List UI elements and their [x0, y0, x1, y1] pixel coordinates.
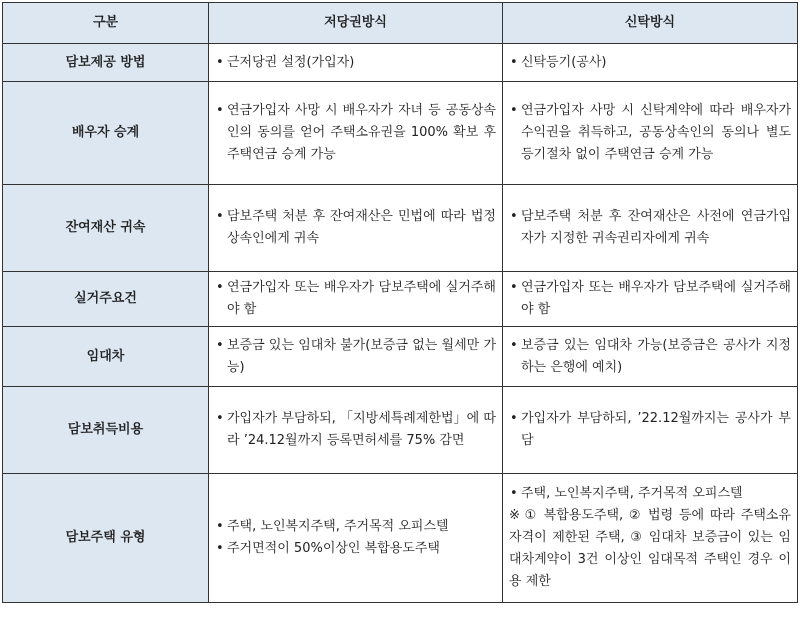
row-category: 담보제공 방법 [3, 44, 209, 82]
table-row [3, 474, 798, 603]
mortgage-cell [209, 387, 503, 474]
note-mark: ※ [509, 508, 522, 523]
row-category: 담보취득비용 [3, 387, 209, 474]
header-row [3, 3, 798, 44]
mortgage-cell [209, 185, 503, 272]
list-item: • 연금가입자 또는 배우자가 담보주택에 실거주해야 함 [215, 277, 496, 321]
list-item: • 신탁등기(공사) [509, 52, 791, 74]
header-category: 구분 [3, 3, 209, 44]
trust-cell [503, 82, 798, 185]
list-item: • 연금가입자 사망 시 신탁계약에 따라 배우자가 수익권을 취득하고, 공동상속인의 동의나 별도 등기절차 없이 주택연금 승계 가능 [509, 100, 791, 166]
table-row [3, 272, 798, 327]
trust-cell [503, 474, 798, 603]
list-item: • 주택, 노인복지주택, 주거목적 오피스텔 [215, 516, 496, 538]
row-category: 배우자 승계 [3, 82, 209, 185]
list-item: • 보증금 있는 임대차 가능(보증금은 공사가 지정하는 은행에 예치) [509, 335, 791, 379]
list-item: • 가입자가 부담하되, ’22.12월까지는 공사가 부담 [509, 408, 791, 452]
list-item: • 보증금 있는 임대차 불가(보증금 없는 월세만 가능) [215, 335, 496, 379]
table-row [3, 44, 798, 82]
list-item: • 근저당권 설정(가입자) [215, 52, 496, 74]
trust-cell [503, 272, 798, 327]
mortgage-cell [209, 272, 503, 327]
table-row [3, 185, 798, 272]
list-item: • 가입자가 부담하되, 「지방세특례제한법」에 따라 ’24.12월까지 등록면허세를 75% 감면 [215, 408, 496, 452]
row-category: 실거주요건 [3, 272, 209, 327]
header-trust: 신탁방식 [503, 3, 798, 44]
trust-cell [503, 387, 798, 474]
mortgage-cell [209, 327, 503, 387]
note-text: ① 복합용도주택, ② 법령 등에 따라 주택소유 자격이 제한된 주택, ③ 임대차 보증금이 있는 임대차계약이 3건 이상인 임대목적 주택인 경우 이용 제한 [509, 508, 791, 589]
table-row [3, 387, 798, 474]
trust-cell [503, 185, 798, 272]
table-row [3, 82, 798, 185]
trust-note [509, 505, 791, 593]
mortgage-cell [209, 82, 503, 185]
trust-cell [503, 44, 798, 82]
list-item: • 주거면적이 50%이상인 복합용도주택 [215, 538, 496, 560]
row-category: 임대차 [3, 327, 209, 387]
mortgage-cell [209, 44, 503, 82]
list-item: • 담보주택 처분 후 잔여재산은 사전에 연금가입자가 지정한 귀속권리자에게 귀속 [509, 206, 791, 250]
trust-cell [503, 327, 798, 387]
list-item: • 주택, 노인복지주택, 주거목적 오피스텔 [509, 483, 791, 505]
table-row [3, 327, 798, 387]
row-category: 담보주택 유형 [3, 474, 209, 603]
comparison-table [2, 2, 798, 603]
list-item: • 담보주택 처분 후 잔여재산은 민법에 따라 법정상속인에게 귀속 [215, 206, 496, 250]
list-item: • 연금가입자 또는 배우자가 담보주택에 실거주해야 함 [509, 277, 791, 321]
list-item: • 연금가입자 사망 시 배우자가 자녀 등 공동상속인의 동의를 얻어 주택소유권을 100% 확보 후 주택연금 승계 가능 [215, 100, 496, 166]
row-category: 잔여재산 귀속 [3, 185, 209, 272]
header-mortgage: 저당권방식 [209, 3, 503, 44]
mortgage-cell [209, 474, 503, 603]
